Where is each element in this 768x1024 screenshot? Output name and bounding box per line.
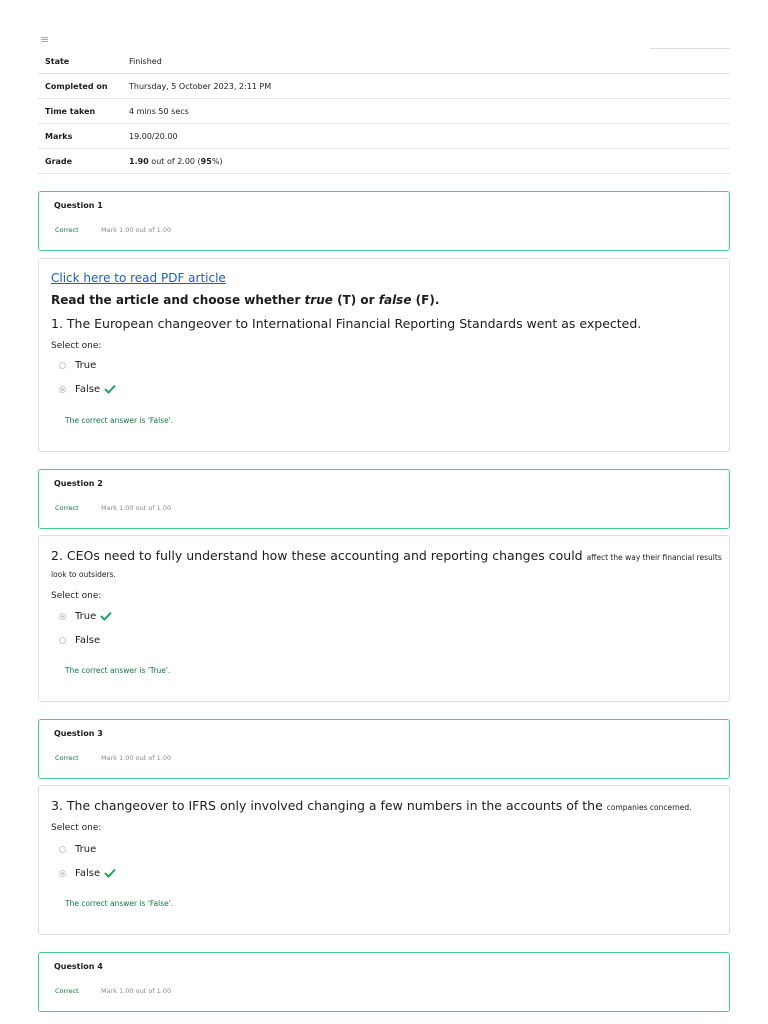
question-number: Question 1: [54, 201, 103, 210]
summary-value: [129, 149, 730, 174]
summary-row-grade: [38, 149, 730, 174]
question-1-content: [38, 258, 730, 452]
correct-check-icon: [104, 384, 116, 394]
option-true[interactable]: [59, 842, 96, 856]
grade-percent-suffix: %): [211, 156, 223, 166]
question-text: 2. CEOs need to fully understand how these accounting and reporting changes could affect the way their financial results: [51, 548, 722, 563]
question-3-info: [38, 719, 730, 779]
radio-button[interactable]: [59, 846, 66, 853]
question-2-info: [38, 469, 730, 529]
correct-answer-feedback: The correct answer is 'True'.: [65, 666, 171, 675]
question-state: Correct: [55, 504, 79, 512]
radio-button-selected[interactable]: [59, 613, 66, 620]
grade-out-of: out of 2.00 (: [148, 156, 201, 166]
question-1-info: [38, 191, 730, 251]
grade-score: 1.90: [129, 156, 149, 166]
radio-button[interactable]: [59, 637, 66, 644]
select-one-prompt: Select one:: [51, 823, 102, 833]
option-false[interactable]: [59, 633, 100, 647]
correct-check-icon: [104, 868, 116, 878]
option-label: True: [75, 843, 97, 855]
radio-button-selected[interactable]: [59, 870, 66, 877]
summary-value: 4 mins 50 secs: [129, 99, 730, 124]
question-text-continued: look to outsiders.: [51, 570, 116, 579]
option-false[interactable]: [59, 866, 116, 880]
radio-button[interactable]: [59, 362, 66, 369]
pdf-article-link[interactable]: Click here to read PDF article: [51, 271, 226, 285]
summary-row-time: [38, 99, 730, 124]
correct-check-icon: [100, 611, 112, 621]
option-label: True: [75, 359, 97, 371]
question-grade: Mark 1.00 out of 1.00: [101, 754, 172, 762]
summary-label: Completed on: [38, 74, 129, 99]
question-grade: Mark 1.00 out of 1.00: [101, 987, 172, 995]
summary-row-completed: [38, 74, 730, 99]
summary-label: Marks: [38, 124, 129, 149]
option-label: True: [75, 610, 97, 622]
question-state: Correct: [55, 754, 79, 762]
select-one-prompt: Select one:: [51, 341, 102, 351]
option-false[interactable]: [59, 382, 116, 396]
attempt-summary-table: [38, 49, 730, 174]
summary-row-state: [38, 49, 730, 74]
instruction-text: Read the article and choose whether true (T) or false (F).: [51, 293, 440, 307]
option-label: False: [75, 383, 101, 395]
question-grade: Mark 1.00 out of 1.00: [101, 504, 172, 512]
question-state: Correct: [55, 226, 79, 234]
summary-label: Time taken: [38, 99, 129, 124]
question-text: 3. The changeover to IFRS only involved changing a few numbers in the accounts of the companies concerned.: [51, 798, 692, 813]
summary-value: Thursday, 5 October 2023, 2:11 PM: [129, 74, 730, 99]
radio-button-selected[interactable]: [59, 386, 66, 393]
option-true[interactable]: [59, 358, 96, 372]
question-3-content: [38, 785, 730, 935]
instruction-false: false: [378, 293, 412, 307]
instruction-true: true: [304, 293, 333, 307]
summary-row-marks: [38, 124, 730, 149]
question-state: Correct: [55, 987, 79, 995]
question-number: Question 3: [54, 729, 103, 738]
option-label: False: [75, 867, 101, 879]
question-number: Question 4: [54, 962, 103, 971]
question-number: Question 2: [54, 479, 103, 488]
summary-label: Grade: [38, 149, 129, 174]
option-true[interactable]: [59, 609, 112, 623]
question-2-content: [38, 535, 730, 702]
grade-percent: 95: [200, 156, 212, 166]
summary-value: Finished: [129, 49, 730, 74]
summary-value: 19.00/20.00: [129, 124, 730, 149]
correct-answer-feedback: The correct answer is 'False'.: [65, 899, 174, 908]
summary-label: State: [38, 49, 129, 74]
question-text: 1. The European changeover to International Financial Reporting Standards went as expected.: [51, 316, 642, 331]
option-label: False: [75, 634, 101, 646]
hamburger-icon[interactable]: ≡: [40, 33, 50, 46]
correct-answer-feedback: The correct answer is 'False'.: [65, 416, 174, 425]
question-4-info: [38, 952, 730, 1012]
question-grade: Mark 1.00 out of 1.00: [101, 226, 172, 234]
select-one-prompt: Select one:: [51, 591, 102, 601]
